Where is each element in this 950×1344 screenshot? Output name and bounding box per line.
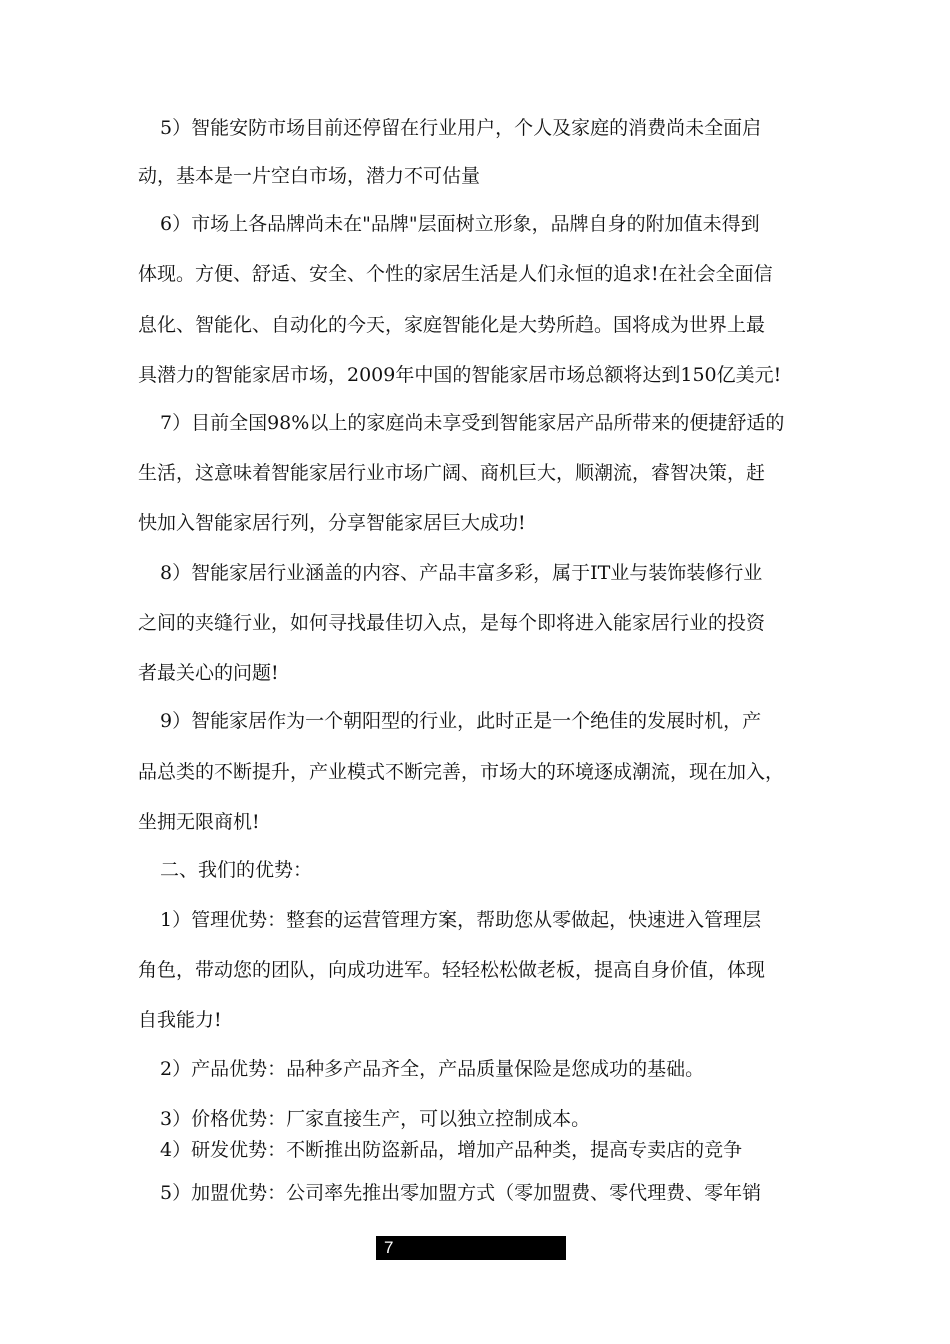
paragraph-line: 2）产品优势：品种多产品齐全，产品质量保险是您成功的基础。 [160,1058,705,1080]
paragraph-line: 者最关心的问题! [138,662,279,684]
paragraph-line: 动，基本是一片空白市场，潜力不可估量 [138,165,481,187]
paragraph-line: 角色，带动您的团队，向成功进军。轻轻松松做老板，提高自身价值，体现 [138,959,766,981]
paragraph-line: 坐拥无限商机! [138,811,260,833]
paragraph-line: 具潜力的智能家居市场，2009年中国的智能家居市场总额将达到150亿美元! [138,364,782,386]
page-number: 7 [384,1238,394,1257]
paragraph-line: 8）智能家居行业涵盖的内容、产品丰富多彩，属于IT业与装饰装修行业 [160,562,763,584]
paragraph-line: 息化、智能化、自动化的今天，家庭智能化是大势所趋。国将成为世界上最 [138,314,766,336]
section-heading: 二、我们的优势： [160,859,313,881]
paragraph-line: 7）目前全国98%以上的家庭尚未享受到智能家居产品所带来的便捷舒适的 [160,412,785,434]
paragraph-line: 生活，这意味着智能家居行业市场广阔、商机巨大，顺潮流，睿智决策，赶 [138,462,766,484]
paragraph-line: 快加入智能家居行列，分享智能家居巨大成功! [138,512,526,534]
paragraph-line: 5）智能安防市场目前还停留在行业用户，个人及家庭的消费尚未全面启 [160,117,762,139]
paragraph-line: 1）管理优势：整套的运营管理方案，帮助您从零做起，快速进入管理层 [160,909,762,931]
paragraph-line: 品总类的不断提升，产业模式不断完善，市场大的环境逐成潮流，现在加入， [138,761,785,783]
paragraph-line: 体现。方便、舒适、安全、个性的家居生活是人们永恒的追求!在社会全面信 [138,263,773,285]
paragraph-line: 之间的夹缝行业，如何寻找最佳切入点，是每个即将进入能家居行业的投资 [138,612,766,634]
paragraph-line: 5）加盟优势：公司率先推出零加盟方式（零加盟费、零代理费、零年销 [160,1182,762,1204]
paragraph-line: 3）价格优势：厂家直接生产，可以独立控制成本。 [160,1108,591,1130]
page-number-bar [376,1236,566,1260]
paragraph-line: 4）研发优势：不断推出防盗新品，增加产品种类，提高专卖店的竞争 [160,1139,743,1161]
paragraph-line: 自我能力! [138,1009,222,1031]
paragraph-line: 6）市场上各品牌尚未在"品牌"层面树立形象，品牌自身的附加值未得到 [160,213,760,235]
paragraph-line: 9）智能家居作为一个朝阳型的行业，此时正是一个绝佳的发展时机，产 [160,710,762,732]
